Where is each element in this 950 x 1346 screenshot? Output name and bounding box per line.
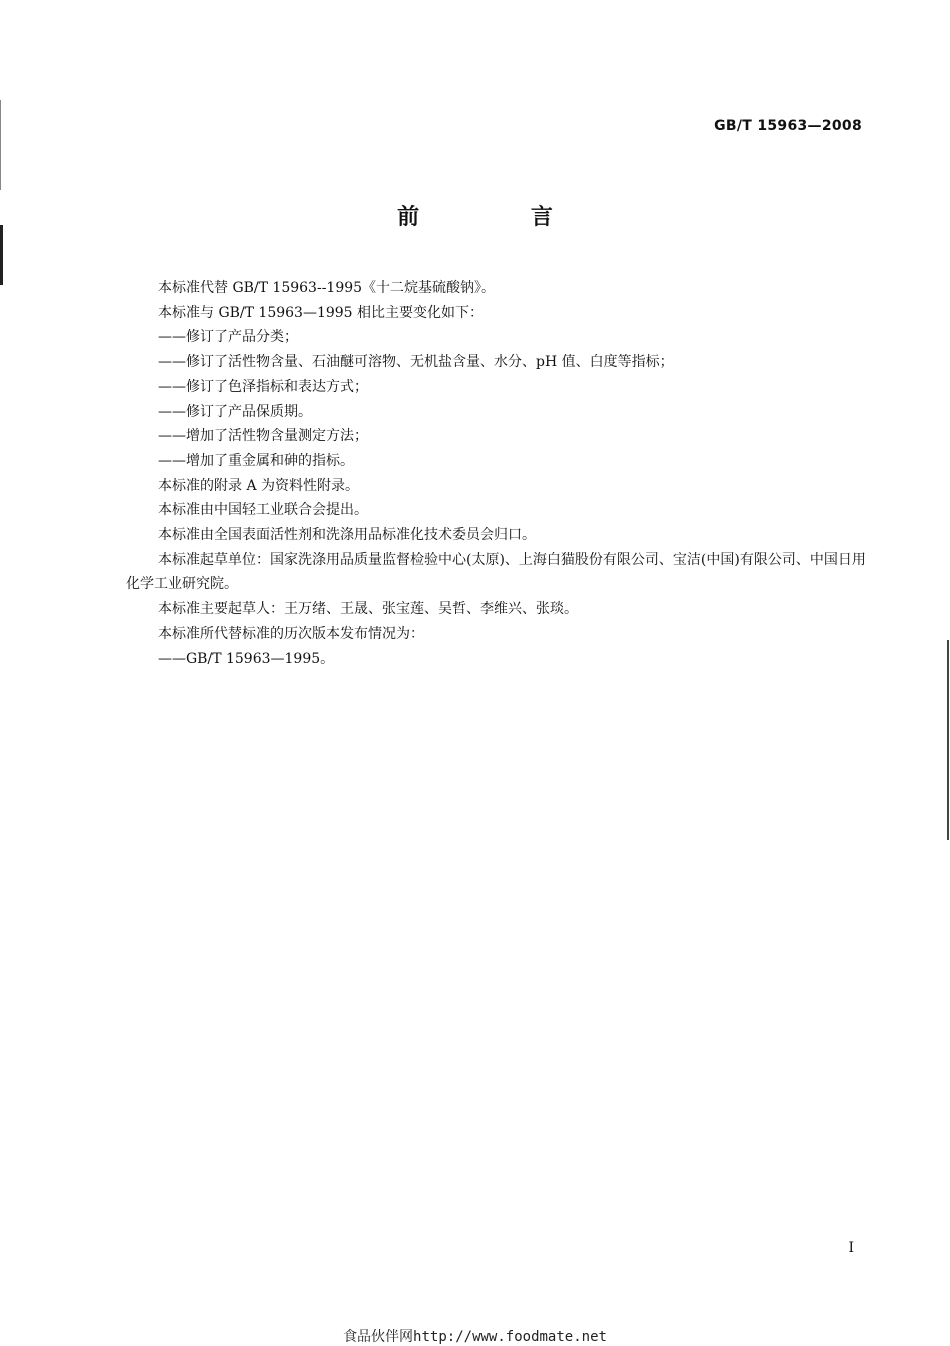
document-body xyxy=(126,276,866,671)
standard-number: GB/T 15963—2008 xyxy=(714,118,862,134)
list-item-change: ——增加了活性物含量测定方法； xyxy=(158,428,368,445)
list-item-history: ——GB/T 15963—1995。 xyxy=(158,650,335,667)
paragraph-drafting-units: 本标准起草单位：国家洗涤用品质量监督检验中心(太原)、上海白猫股份有限公司、宝洁(中国)有限公司、中国日用化学工业研究院。 xyxy=(126,551,866,593)
scan-edge-mark-top xyxy=(0,100,1,190)
page-number: I xyxy=(848,1240,854,1256)
page-title: 前 言 xyxy=(397,205,605,230)
scan-edge-mark xyxy=(0,225,3,285)
paragraph-committee: 本标准由全国表面活性剂和洗涤用品标准化技术委员会归口。 xyxy=(158,527,536,544)
paragraph-replaces: 本标准代替 GB/T 15963--1995《十二烷基硫酸钠》。 xyxy=(158,280,496,296)
paragraph-appendix: 本标准的附录 A 为资料性附录。 xyxy=(158,477,360,494)
scan-edge-mark-right xyxy=(947,640,949,840)
paragraph-changes-intro: 本标准与 GB/T 15963—1995 相比主要变化如下： xyxy=(158,304,484,321)
list-item-change: ——修订了产品分类； xyxy=(158,329,298,346)
paragraph-drafters: 本标准主要起草人：王万绪、王晟、张宝莲、吴哲、李维兴、张琰。 xyxy=(158,601,578,618)
list-item-change: ——增加了重金属和砷的指标。 xyxy=(158,452,354,469)
footer-watermark: 食品伙伴网http://www.foodmate.net xyxy=(343,1329,607,1345)
paragraph-proposer: 本标准由中国轻工业联合会提出。 xyxy=(158,502,368,519)
list-item-change: ——修订了产品保质期。 xyxy=(158,403,312,420)
list-item-change: ——修订了活性物含量、石油醚可溶物、无机盐含量、水分、pH 值、白度等指标； xyxy=(158,354,674,371)
list-item-change: ——修订了色泽指标和表达方式； xyxy=(158,378,368,395)
paragraph-history-intro: 本标准所代替标准的历次版本发布情况为： xyxy=(158,625,424,642)
